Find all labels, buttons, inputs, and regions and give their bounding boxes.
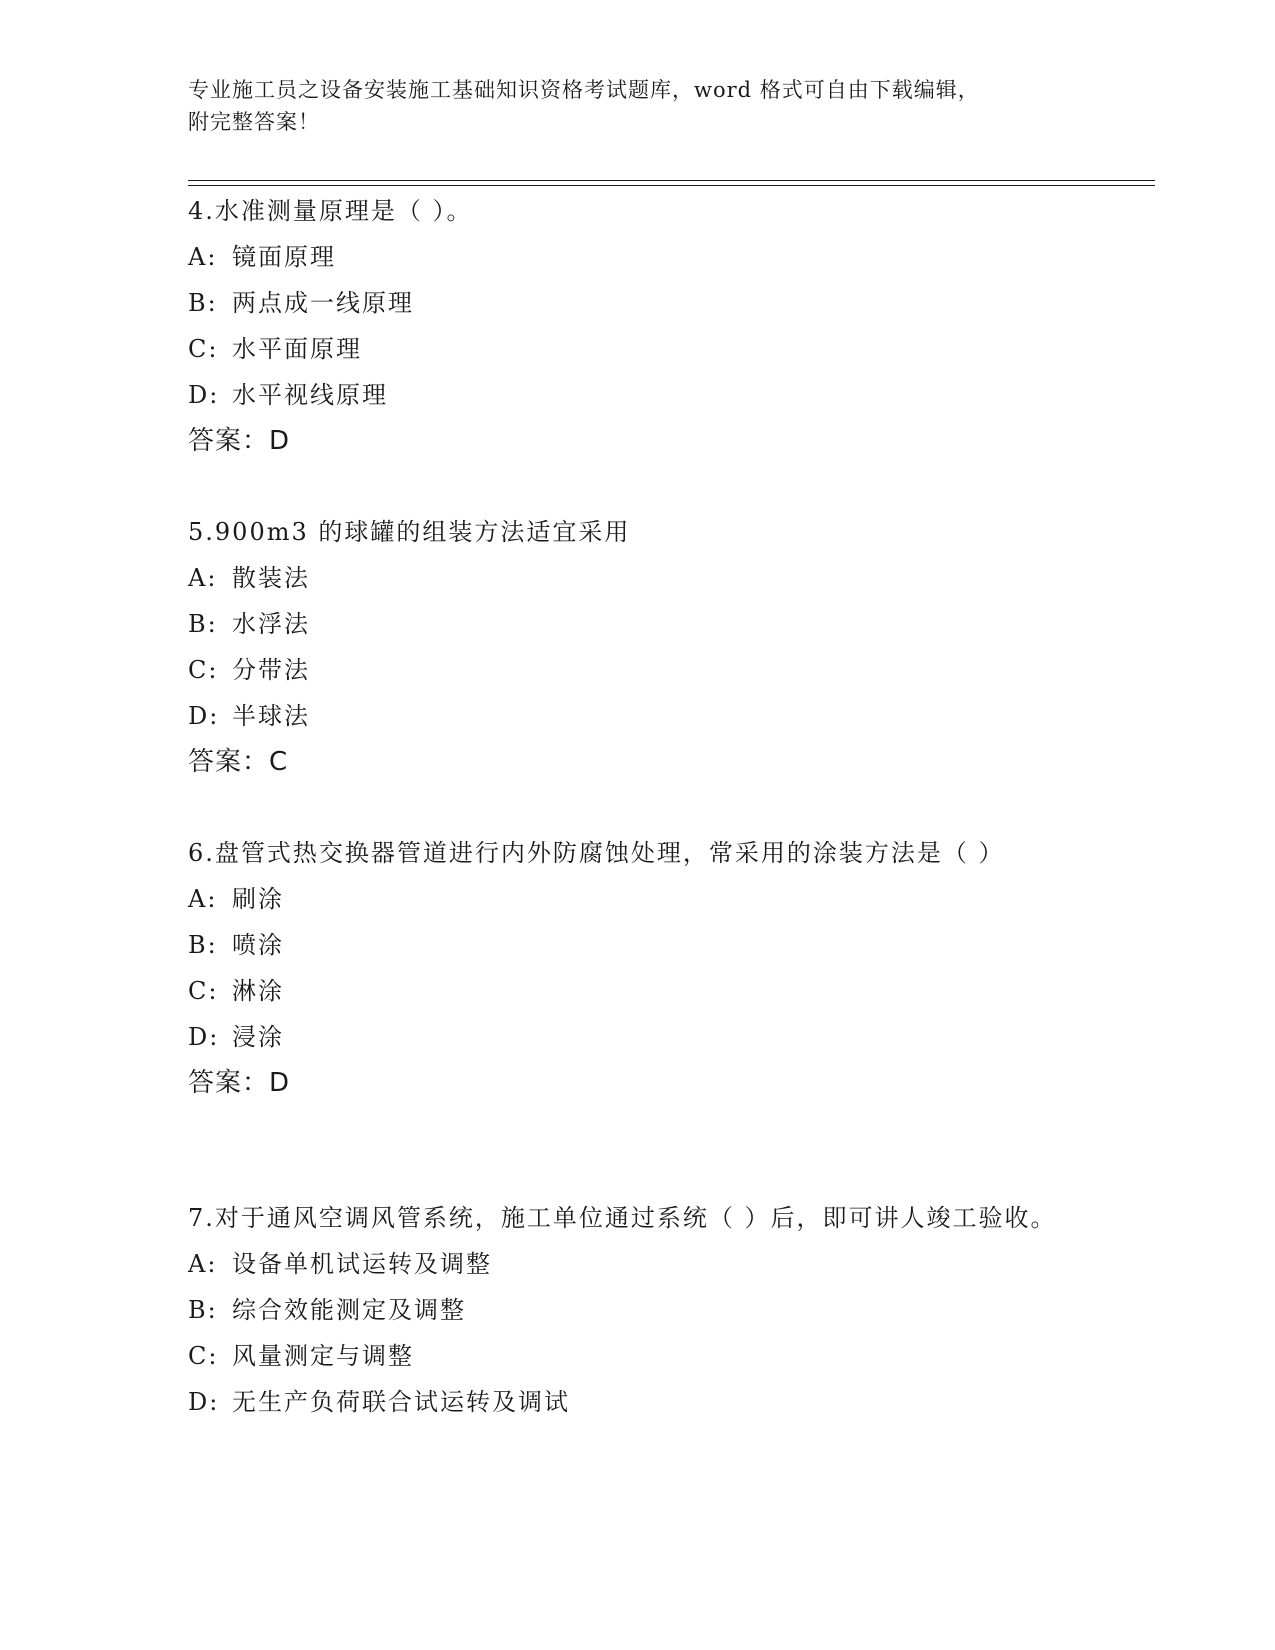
option-d (188, 372, 1088, 418)
option-letter: A: (188, 243, 218, 271)
option-text: 两点成一线原理 (232, 289, 414, 317)
question-stem: 4.水准测量原理是（ ）。 (188, 197, 473, 225)
option-a (188, 555, 1088, 601)
option-b (188, 601, 1088, 647)
question-block-5 (188, 509, 1088, 785)
header-line-2: 附完整答案！ (188, 110, 320, 134)
document-header (188, 74, 1068, 138)
option-c (188, 1333, 1068, 1379)
question-block-4 (188, 188, 1088, 464)
option-text: 淋涂 (232, 977, 284, 1005)
question-block-6 (188, 830, 1068, 1106)
option-text: 水平视线原理 (232, 381, 388, 409)
answer-label: 答案：D (188, 1068, 291, 1098)
answer-label: 答案：D (188, 426, 291, 456)
header-divider-top (188, 180, 1155, 181)
header-divider-bottom (188, 185, 1155, 186)
option-letter: D: (188, 1023, 220, 1051)
option-text: 水浮法 (232, 610, 310, 638)
option-b (188, 280, 1088, 326)
option-c (188, 326, 1088, 372)
option-text: 分带法 (232, 656, 310, 684)
option-text: 浸涂 (232, 1023, 284, 1051)
option-letter: A: (188, 1250, 218, 1278)
option-d (188, 1014, 1068, 1060)
option-text: 水平面原理 (232, 335, 362, 363)
option-letter: A: (188, 564, 218, 592)
option-letter: C: (188, 335, 219, 363)
option-text: 喷涂 (232, 931, 284, 959)
option-text: 刷涂 (232, 885, 284, 913)
option-text: 镜面原理 (232, 243, 336, 271)
answer-label: 答案：C (188, 747, 289, 777)
option-a (188, 876, 1068, 922)
option-text: 综合效能测定及调整 (232, 1296, 466, 1324)
option-b (188, 922, 1068, 968)
option-d (188, 693, 1088, 739)
option-text: 散装法 (232, 564, 310, 592)
option-c (188, 968, 1068, 1014)
option-text: 风量测定与调整 (232, 1342, 414, 1370)
option-letter: B: (188, 931, 218, 959)
question-stem: 7.对于通风空调风管系统，施工单位通过系统（ ）后，即可讲人竣工验收。 (188, 1204, 1057, 1232)
option-letter: D: (188, 702, 220, 730)
option-letter: D: (188, 381, 220, 409)
option-a (188, 234, 1088, 280)
option-letter: B: (188, 610, 218, 638)
option-b (188, 1287, 1068, 1333)
option-text: 无生产负荷联合试运转及调试 (232, 1388, 570, 1416)
option-letter: C: (188, 1342, 219, 1370)
question-stem: 5.900m3 的球罐的组装方法适宜采用 (188, 518, 631, 546)
option-letter: A: (188, 885, 218, 913)
option-letter: C: (188, 656, 219, 684)
option-c (188, 647, 1088, 693)
option-letter: D: (188, 1388, 220, 1416)
option-a (188, 1241, 1068, 1287)
option-d (188, 1379, 1068, 1425)
option-letter: B: (188, 1296, 218, 1324)
question-block-7 (188, 1195, 1068, 1425)
question-stem: 6.盘管式热交换器管道进行内外防腐蚀处理，常采用的涂装方法是（ ） (188, 839, 1005, 867)
header-line-1: 专业施工员之设备安装施工基础知识资格考试题库，word 格式可自由下载编辑， (188, 78, 980, 102)
option-letter: B: (188, 289, 218, 317)
option-letter: C: (188, 977, 219, 1005)
option-text: 设备单机试运转及调整 (232, 1250, 492, 1278)
option-text: 半球法 (232, 702, 310, 730)
